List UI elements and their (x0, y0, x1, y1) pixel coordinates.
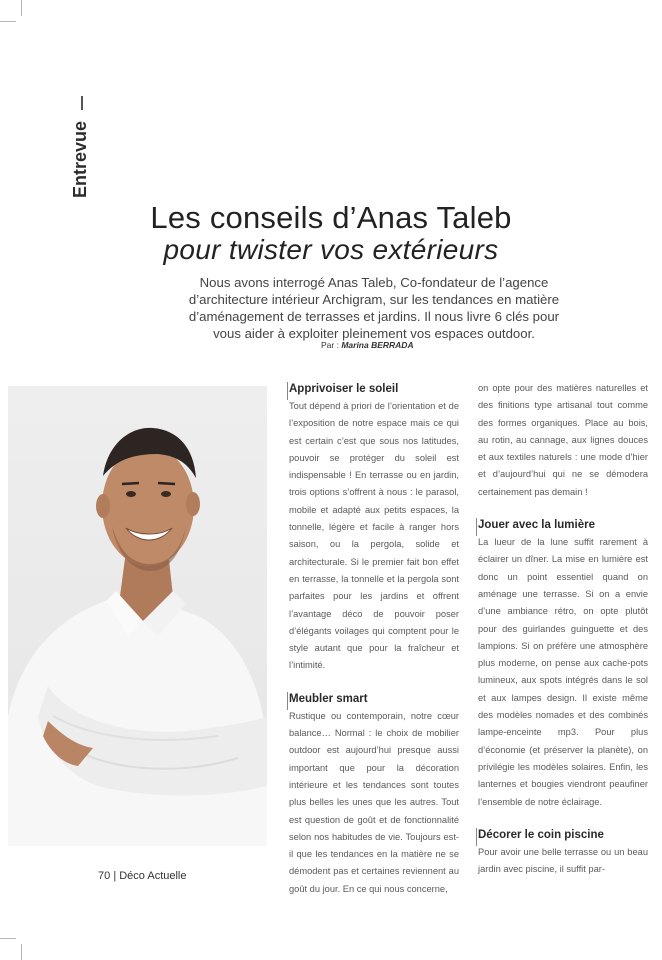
article-subtitle: pour twister vos extérieurs (163, 234, 499, 265)
section-heading-pool: Décorer le coin piscine (478, 827, 648, 844)
byline-author: Marina BERRADA (341, 340, 414, 350)
section-heading-sun: Apprivoiser le soleil (289, 381, 459, 398)
publication-name: Déco Actuelle (119, 870, 187, 882)
byline-prefix: Par : (321, 340, 339, 350)
crop-mark-left (0, 21, 16, 22)
section-heading-light: Jouer avec la lumière (478, 517, 648, 534)
portrait-photo (8, 386, 267, 846)
footer-separator: | (113, 870, 120, 882)
section-tag (46, 96, 106, 206)
section-heading-furniture: Meubler smart (289, 691, 459, 708)
crop-mark-bottom (21, 944, 22, 960)
text-column-left (289, 381, 459, 898)
page-footer (98, 870, 187, 882)
article-title: Les conseils d’Anas Taleb (150, 200, 512, 235)
crop-mark-top (21, 0, 22, 16)
section-body-sun: Tout dépend à priori de l’orientation et de l’exposition de notre espace mais ce qui est certain c’est que sous nos latitudes, pouvoir se protéger du soleil est indispensable ! En terrasse ou en jardin, trois options s’offrent à nous : le parasol, mobile et adapté aux petits espaces, la tonnelle, légère et facile à ranger hors saison, ou la pergola, solide et architecturale. Si le premier fait bon effet en terrasse, la tonnelle et la pergola sont parfaites pour les jardins et offrent l’avantage déco de pouvoir poser d’élégants voilages qui comptent pour le style autant que pour la fraîcheur et l’intimité. (289, 401, 459, 671)
text-column-right (478, 380, 648, 878)
page-number: 70 (98, 870, 111, 882)
section-body-pool: Pour avoir une belle terrasse ou un beau jardin avec piscine, il suffit par- (478, 846, 648, 875)
section-tag-label: Entrevue (70, 120, 90, 198)
section-body-furniture: Rustique ou contemporain, notre cœur balance… Normal : le choix de mobilier outdoor est aujourd’hui presque aussi important que pour la décoration intérieure et les tendances sont toutes plus belles les unes que les autres. Tout est question de goût et de fonctionnalité selon nos habitudes de vie. Toujours est-il que les tendances en la matière ne se démodent pas et certaines reviennent au goût du jour. En ce qui nous concerne, (289, 710, 459, 894)
section-tag-bar (81, 96, 83, 110)
article-intro: Nous avons interrogé Anas Taleb, Co-fondateur de l’agence d’architecture intérieur Archigram, sur les tendances en matière d’aménagement de terrasses et jardins. Il nous livre 6 clés pour vous aider à exploiter pleinement vos espaces outdoor. (188, 275, 560, 341)
byline (321, 340, 414, 350)
crop-mark-bottom-left (0, 938, 16, 939)
section-body-furniture-cont: on opte pour des matières naturelles et des finitions type artisanal tout comme des formes organiques. Place au bois, au rotin, au cannage, aux lignes douces et aux textiles naturels : une mode d’hier et d’aujourd’hui qui ne se démodera certainement pas demain ! (478, 383, 648, 497)
portrait-illustration (8, 386, 267, 846)
section-body-light: La lueur de la lune suffit rarement à éclairer un dîner. La mise en lumière est donc un point essentiel quand on aménage une terrasse. Si on a envie d’une ambiance rétro, on opte plutôt pour des guirlandes guinguette et des lampions. Si on préfère une atmosphère plus moderne, on pense aux cache-pots lumineux, aux spots intégrés dans le sol et aux lampes design. Il existe même des modèles nomades et des combinés lampe-enceinte mp3. Pour plus d’économie (et préserver la planète), on privilégie les modèles solaires. Enfin, les lanternes et bougies viendront peaufiner l’ensemble de notre éclairage. (478, 537, 648, 807)
